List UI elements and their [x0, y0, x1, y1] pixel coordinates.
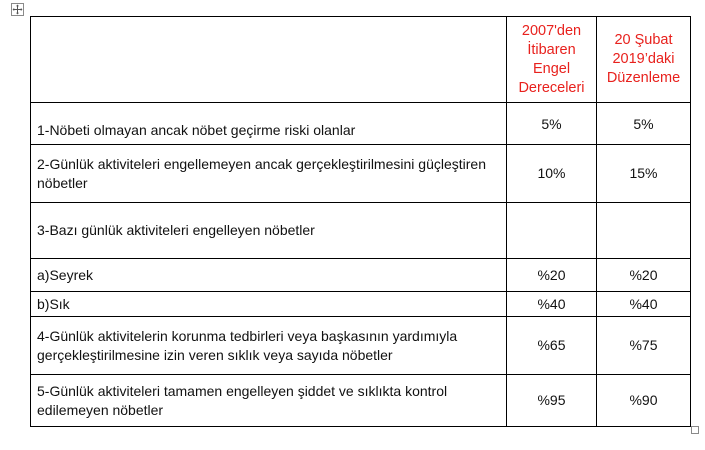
- disability-rates-table: [30, 16, 691, 427]
- value-2007[interactable]: %40: [507, 292, 597, 317]
- table-header-row: [31, 17, 691, 103]
- value-2019[interactable]: [597, 203, 691, 259]
- value-2007[interactable]: 5%: [507, 103, 597, 145]
- value-2019[interactable]: 5%: [597, 103, 691, 145]
- table-row: [31, 317, 691, 375]
- table-row: [31, 103, 691, 145]
- row-label[interactable]: b)Sık: [31, 292, 507, 317]
- table-row: [31, 292, 691, 317]
- value-2019[interactable]: %40: [597, 292, 691, 317]
- value-2019[interactable]: %90: [597, 375, 691, 427]
- table-row: [31, 259, 691, 292]
- row-label[interactable]: 3-Bazı günlük aktiviteleri engelleyen nöbetler: [31, 203, 507, 259]
- table-row: [31, 145, 691, 203]
- value-2019[interactable]: %20: [597, 259, 691, 292]
- value-2007[interactable]: %65: [507, 317, 597, 375]
- table-row: [31, 203, 691, 259]
- header-cell-2007[interactable]: 2007'den İtibaren Engel Dereceleri: [507, 17, 597, 103]
- header-cell-description[interactable]: [31, 17, 507, 103]
- value-2007[interactable]: %95: [507, 375, 597, 427]
- resize-square-icon[interactable]: [691, 426, 699, 434]
- row-label[interactable]: a)Seyrek: [31, 259, 507, 292]
- table-move-handle-icon[interactable]: [11, 3, 24, 16]
- table-row: [31, 375, 691, 427]
- row-label[interactable]: 2-Günlük aktiviteleri engellemeyen ancak gerçekleştirilmesini güçleştiren nöbetler: [31, 145, 507, 203]
- row-label[interactable]: 5-Günlük aktiviteleri tamamen engelleyen şiddet ve sıklıkta kontrol edilemeyen nöbetler: [31, 375, 507, 427]
- move-arrows-icon: [12, 4, 23, 15]
- row-label[interactable]: 1-Nöbeti olmayan ancak nöbet geçirme riski olanlar: [31, 103, 507, 145]
- value-2007[interactable]: %20: [507, 259, 597, 292]
- row-label[interactable]: 4-Günlük aktivitelerin korunma tedbirleri veya başkasının yardımıyla gerçekleştirilmesine izin veren sıklık veya sayıda nöbetler: [31, 317, 507, 375]
- value-2019[interactable]: 15%: [597, 145, 691, 203]
- value-2007[interactable]: [507, 203, 597, 259]
- value-2019[interactable]: %75: [597, 317, 691, 375]
- header-cell-2019[interactable]: 20 Şubat 2019’daki Düzenleme: [597, 17, 691, 103]
- value-2007[interactable]: 10%: [507, 145, 597, 203]
